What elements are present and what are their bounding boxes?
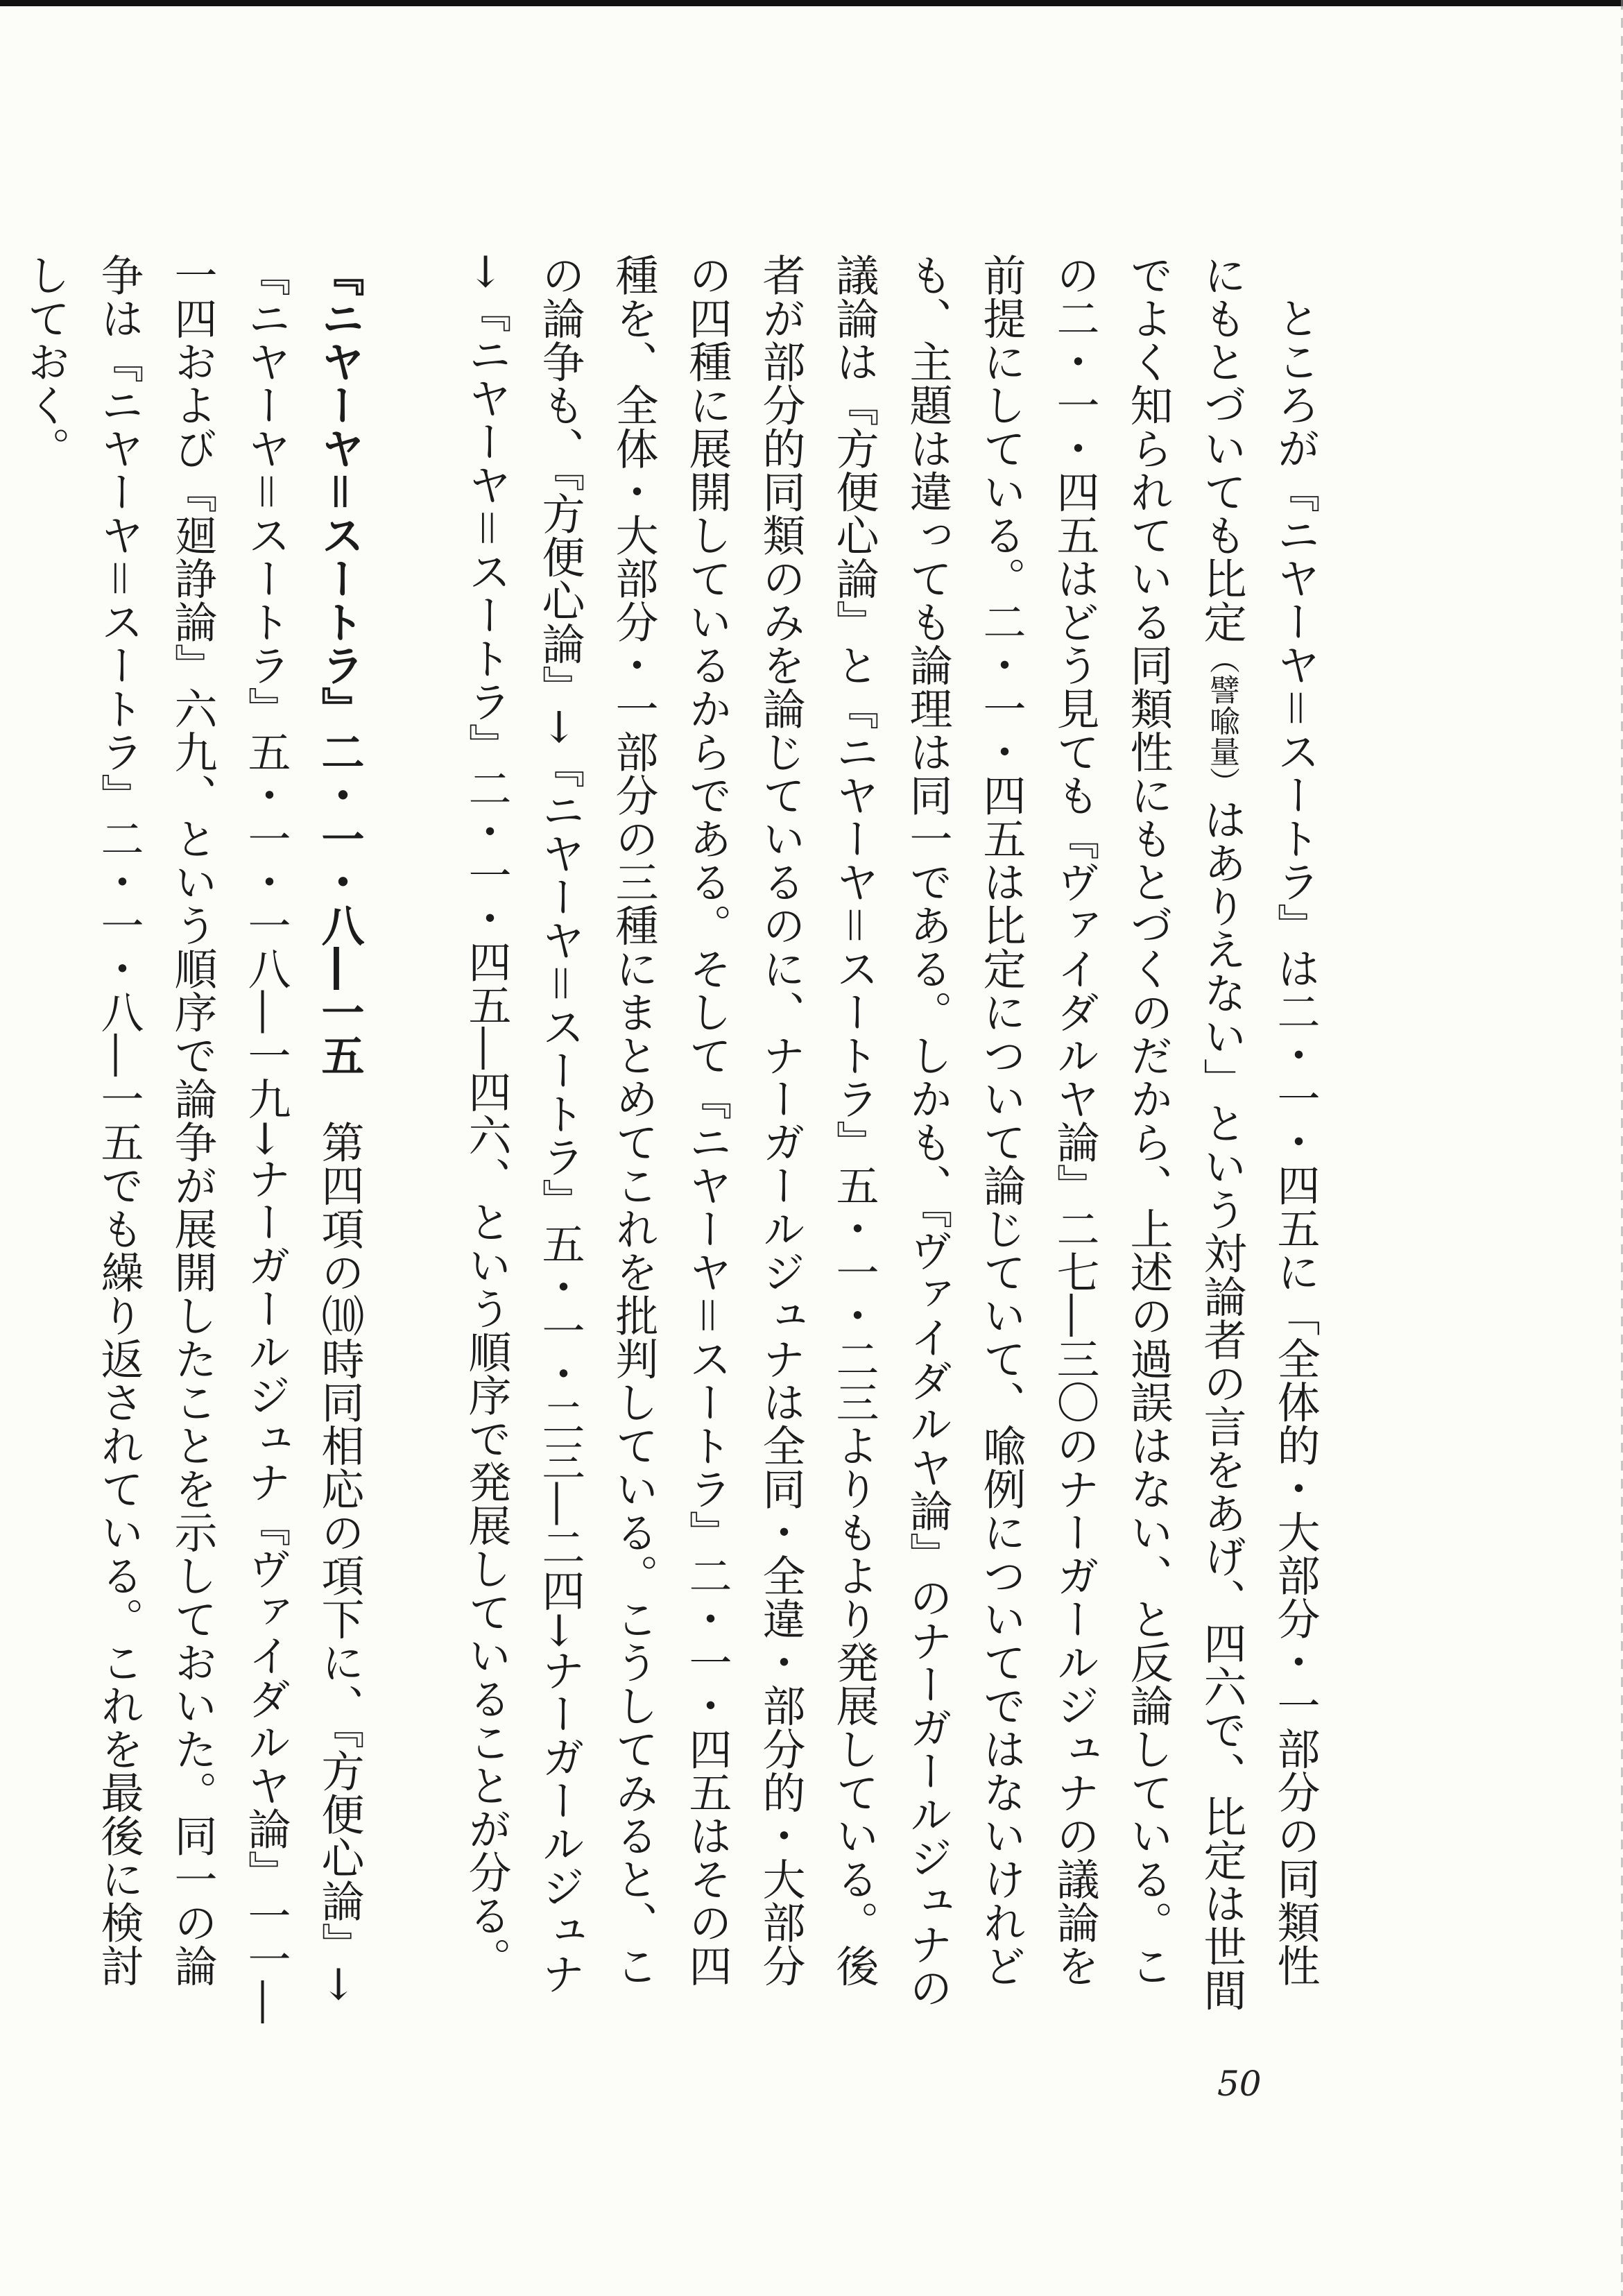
- top-border: [0, 0, 1623, 6]
- paragraph-3: [0, 253, 8, 2029]
- section-heading: 『ニヤーヤ＝スートラ』二・一・八―一五: [314, 253, 365, 1077]
- page-number: 50: [1217, 2064, 1262, 2104]
- body-text: [20, 253, 1332, 2029]
- paragraph-1-text-b: はありえない」という対論者の言をあげ、四六で、比定は世間でよく知られている同類性にもとづくのだから、上述の過誤はない、と反論している。この二・一・四五はどう見ても『ヴァイダルヤ論』二七―三〇のナーガールジュナの議論を前提にしている。二・一・四五は比定について論じていて、喩例についてではないけれども、主題は違っても論理は同一である。しかも、『ヴァイダルヤ論』のナーガールジュナの議論は『方便心論』と『ニヤーヤ＝スートラ』五・一・二三よりもより発展している。後者が部分的同類のみを論じているのに、ナーガールジュナは全同・全違・部分的・大部分の四種に展開しているからである。そして『ニヤーヤ＝スートラ』二・一・四五はその四種を、全体・大部分・一部分の三種にまとめてこれを批判している。こうしてみると、この論争も、『方便心論』→『ニヤーヤ＝スートラ』五・一・二三―二四→ナーガールジュナ→『ニヤーヤ＝スートラ』二・一・四五―四六、という順序で発展していることが分る。: [461, 253, 1247, 2012]
- paragraph-1-text-a: ところが『ニヤーヤ＝スートラ』は二・一・四五に「全体的・大部分・一部分の同類性にもとづいても比定: [1196, 253, 1321, 1987]
- paragraph-2-text: 第四項の⑽時同相応の項下に、『方便心論』→『ニヤーヤ＝スートラ』五・一・一八―一九→ナーガールジュナ『ヴァイダルヤ論』一一―一四および『廻諍論』六九、という順序で論争が展開したことを示しておいた。同一の論争は『ニヤーヤ＝スートラ』二・一・八―一五でも繰り返されている。これを最後に検討しておく。: [20, 253, 365, 2024]
- paragraph-1: [449, 253, 1332, 2029]
- paragraph-1-note: （譬喩量）: [1204, 643, 1239, 798]
- paragraph-2: [8, 253, 376, 2029]
